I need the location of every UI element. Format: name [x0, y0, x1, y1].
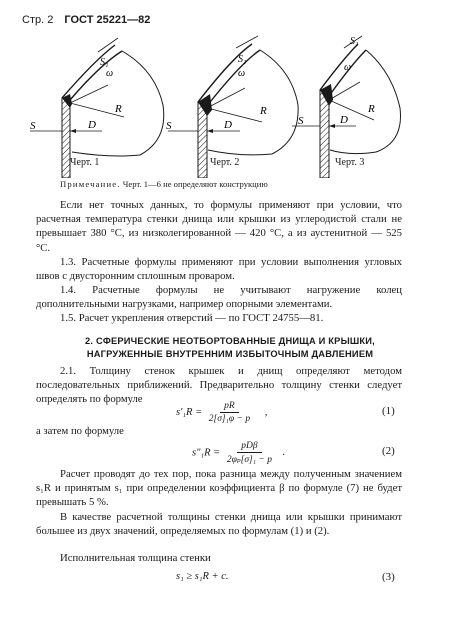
paragraph-1-3: 1.3. Расчетные формулы применяют при условии выполнения угловых швов с двусторонним сплошным проваром.: [36, 256, 402, 283]
note-label: Примечание.: [60, 179, 121, 189]
fig3-label-w: ω: [344, 62, 352, 73]
fig1-label-d: D: [88, 119, 96, 131]
figure-1-caption: Черт. 1: [70, 157, 100, 168]
section-2-title-line2: НАГРУЖЕННЫЕ ВНУТРЕННИМ ИЗБЫТОЧНЫМ ДАВЛЕНИЕМ: [86, 348, 374, 359]
formula-1-number: (1): [382, 405, 395, 417]
paragraph-calculation: Расчет проводят до тех пор, пока разница между полученным значением s₁R и принятым s₁ при определении коэффициента β по формуле (7) не будет превышать 5 %.: [36, 468, 402, 509]
page-number: Стр. 2: [22, 14, 54, 26]
paragraph-executive-thickness: Исполнительная толщина стенки: [60, 552, 211, 564]
standard-code: ГОСТ 25221—82: [64, 14, 151, 26]
figure-note: [60, 179, 268, 189]
fig3-label-d: D: [340, 114, 348, 126]
fig2-label-r: R: [260, 105, 267, 117]
paragraph-conditions: Если нет точных данных, то формулы применяют при условии, что расчетная температура стенки днища или крышки из углеродистой стали не превышает 380 °С, из низколегированной — 420 °С, а из аустенитной — 525 °С.: [36, 199, 402, 254]
note-text: Черт. 1—6 не определяют конструкцию: [122, 179, 268, 189]
figure-2-caption: Черт. 2: [210, 157, 240, 168]
fig2-label-d: D: [224, 119, 232, 131]
figures-drawing: [0, 30, 450, 178]
fig1-label-s1: S₁: [100, 57, 109, 68]
paragraph-1-5: 1.5. Расчет укрепления отверстий — по ГОСТ 24755—81.: [60, 312, 324, 324]
fig3-label-r: R: [368, 103, 375, 115]
fig2-label-s: S: [166, 120, 172, 132]
paragraph-1-4: 1.4. Расчетные формулы не учитывают нагружение колец дополнительными нагрузками, например опорными элементами.: [36, 284, 402, 311]
page-header: [22, 14, 150, 26]
section-2-title-line1: 2. СФЕРИЧЕСКИЕ НЕОТБОРТОВАННЫЕ ДНИЩА И КРЫШКИ,: [85, 336, 375, 346]
formula-3: s₁ ≥ s₁R + c.: [176, 571, 229, 582]
fig2-label-w: ω: [238, 68, 246, 79]
then-text: а затем по формуле: [36, 425, 124, 437]
paragraph-design-thickness: В качестве расчетной толщины стенки днища или крышки принимают большее из двух значений, определяемых по формулам (1) и (2).: [36, 511, 402, 538]
formula-2-number: (2): [382, 445, 395, 457]
paragraph-2-1: 2.1. Толщину стенок крышек и днищ определяют методом последовательных приближений. Предварительно толщину стенки следует определять по формуле: [36, 365, 402, 406]
fig3-label-s1: S₁: [350, 36, 359, 47]
formula-3-number: (3): [382, 571, 395, 583]
formula-2: s″₁R = $\frac{\text{pDβ}}{\text{2φₚ[σ]₁ − p}}$ .: [192, 441, 286, 465]
figure-3-caption: Черт. 3: [335, 157, 365, 168]
section-2-heading: [60, 335, 400, 361]
fig1-label-w: ω: [106, 68, 114, 79]
fig1-label-s: S: [30, 120, 36, 132]
fig2-label-s1: S₁: [238, 54, 247, 65]
formula-1: s′₁R = $\frac{pR}{\text{2[σ]₁φ − p}}$ ,: [176, 401, 268, 424]
fig3-label-s: S: [298, 115, 304, 127]
fig1-label-r: R: [115, 103, 122, 115]
